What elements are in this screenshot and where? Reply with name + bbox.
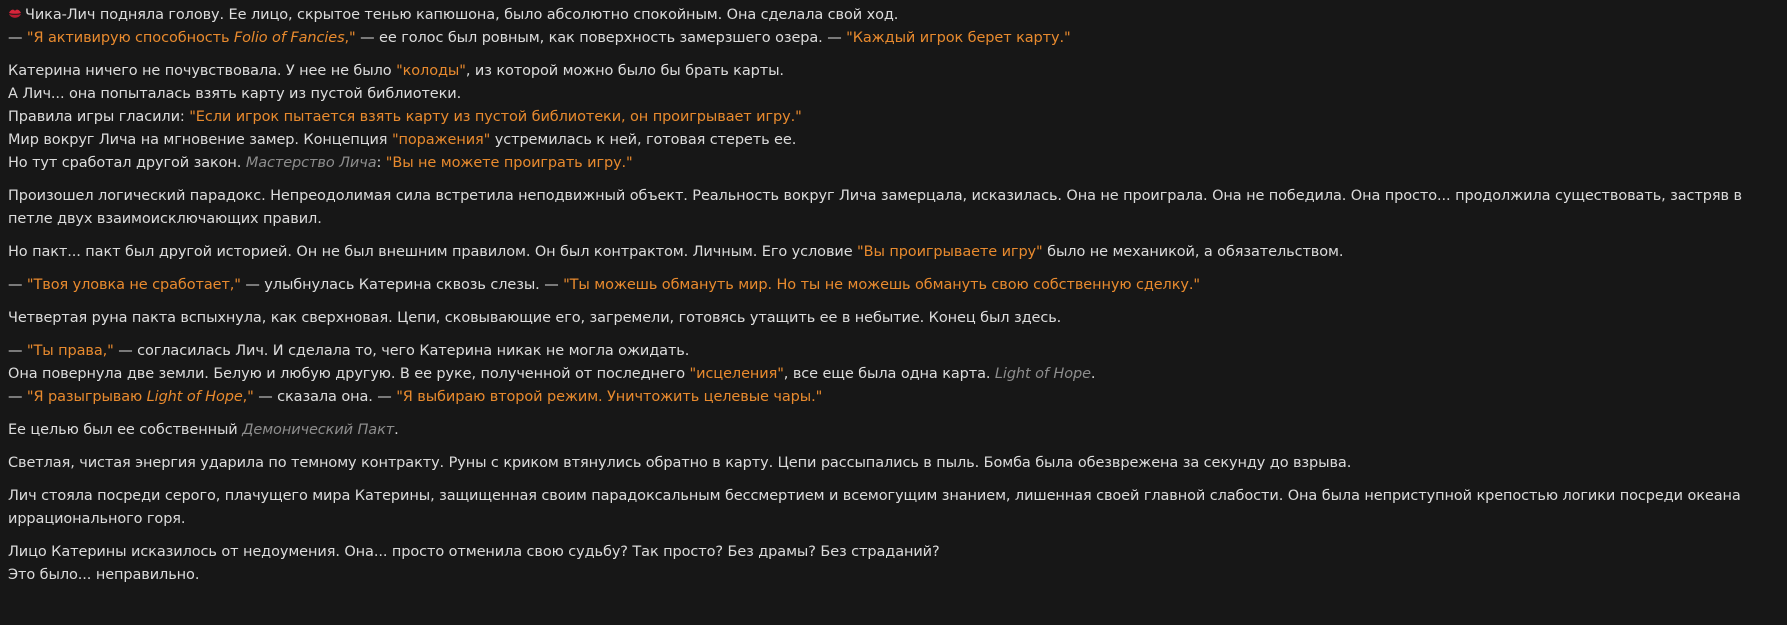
quote: "Если игрок пытается взять карту из пустой библиотеки, он проигрывает игру." [189,109,802,125]
paragraph [8,4,1779,27]
paragraph [8,152,1779,175]
narration: Мир вокруг Лича на мгновение замер. Концепция [8,132,392,148]
narration: — сказала она. — [253,389,397,405]
narration: Четвертая руна пакта вспыхнула, как сверхновая. Цепи, сковывающие его, загремели, готовясь утащить ее в небытие. Конец был здесь. [8,310,1062,326]
narration: : [376,155,386,171]
narration: , из которой можно было бы брать карты. [465,63,784,79]
card-name: Light of Hope [146,389,243,405]
dash: — [8,30,27,46]
narration: Она повернула две земли. Белую и любую другую. В ее руке, полученной от последнего [8,366,690,382]
card-reference: Light of Hope [994,366,1091,382]
narration: Но пакт... пакт был другой историей. Он не был внешним правилом. Он был контрактом. Личным. Его условие [8,244,858,260]
narration: было не механикой, а обязательством. [1042,244,1344,260]
quote [27,389,254,405]
card-reference: Мастерство Лича [245,155,377,171]
narration: А Лич... она попыталась взять карту из пустой библиотеки. [8,86,462,102]
quote: "Вы не можете проиграть игру." [385,155,633,171]
paragraph [8,541,1779,564]
paragraph [8,185,1779,231]
paragraph [8,274,1779,297]
narration: Лицо Катерины исказилось от недоумения. Она... просто отменила свою судьбу? Так просто? Без драмы? Без страданий? [8,544,940,560]
narration: Ее целью был ее собственный [8,422,243,438]
narration: Правила игры гласили: [8,109,190,125]
quote-text: ," [242,389,254,405]
narration: — улыбнулась Катерина сквозь слезы. — [240,277,564,293]
narration: устремилась к ней, готовая стереть ее. [490,132,797,148]
dash: — [8,389,27,405]
quote-text: "Я активирую способность [26,30,234,46]
paragraph [8,307,1779,330]
quote: "колоды" [396,63,466,79]
narration: Катерина ничего не почувствовала. У нее не было [8,63,397,79]
paragraph [8,386,1779,409]
narration: Это было... неправильно. [8,567,200,583]
kiss-mark-icon [8,8,22,20]
paragraph [8,485,1779,531]
paragraph [8,27,1779,50]
quote: "исцеления" [689,366,784,382]
quote: "Я выбираю второй режим. Уничтожить целевые чары." [396,389,823,405]
card-name: Folio of Fancies [233,30,345,46]
paragraph-text: Чика-Лич подняла голову. Ее лицо, скрытое тенью капюшона, было абсолютно спокойным. Она сделала свой ход. [25,7,899,23]
paragraph [8,564,1779,587]
quote: "Вы проигрываете игру" [857,244,1043,260]
quote-text: "Я разыгрываю [26,389,147,405]
narration: . [394,422,399,438]
narration: Но тут сработал другой закон. [8,155,246,171]
paragraph [8,129,1779,152]
narration: . [1090,366,1096,382]
quote: "поражения" [391,132,491,148]
narration: Лич стояла посреди серого, плачущего мира Катерины, защищенная своим парадоксальным бессмертием и всемогущим знанием, лишенная своей главной слабости. Она была неприступной крепостью логики посреди океана иррационального горя. [8,488,1741,527]
paragraph [8,60,1779,83]
paragraph [8,452,1779,475]
dash: — [8,343,27,359]
paragraph [8,106,1779,129]
narration: Произошел логический парадокс. Непреодолимая сила встретила неподвижный объект. Реальность вокруг Лича замерцала, исказилась. Она не проиграла. Она не победила. Она просто... продолжила существовать, застряв в петле двух взаимоисключающих правил. [8,188,1742,227]
quote: "Ты можешь обмануть мир. Но ты не можешь обмануть свою собственную сделку." [563,277,1200,293]
dash: — [8,277,27,293]
quote: "Каждый игрок берет карту." [846,30,1071,46]
quote: "Ты права," [26,343,114,359]
narration: — согласилась Лич. И сделала то, чего Катерина никак не могла ожидать. [113,343,690,359]
quote-text: ," [344,30,356,46]
quote [27,30,356,46]
narration: Светлая, чистая энергия ударила по темному контракту. Руны с криком втянулись обратно в карту. Цепи рассыпались в пыль. Бомба была обезврежена за секунду до взрыва. [8,455,1352,471]
paragraph [8,83,1779,106]
paragraph [8,419,1779,442]
narration: — ее голос был ровным, как поверхность замерзшего озера. — [355,30,847,46]
paragraph [8,340,1779,363]
quote: "Твоя уловка не сработает," [26,277,241,293]
paragraph [8,241,1779,264]
paragraph [8,363,1779,386]
card-reference: Демонический Пакт [242,422,395,438]
narration: , все еще была одна карта. [783,366,995,382]
